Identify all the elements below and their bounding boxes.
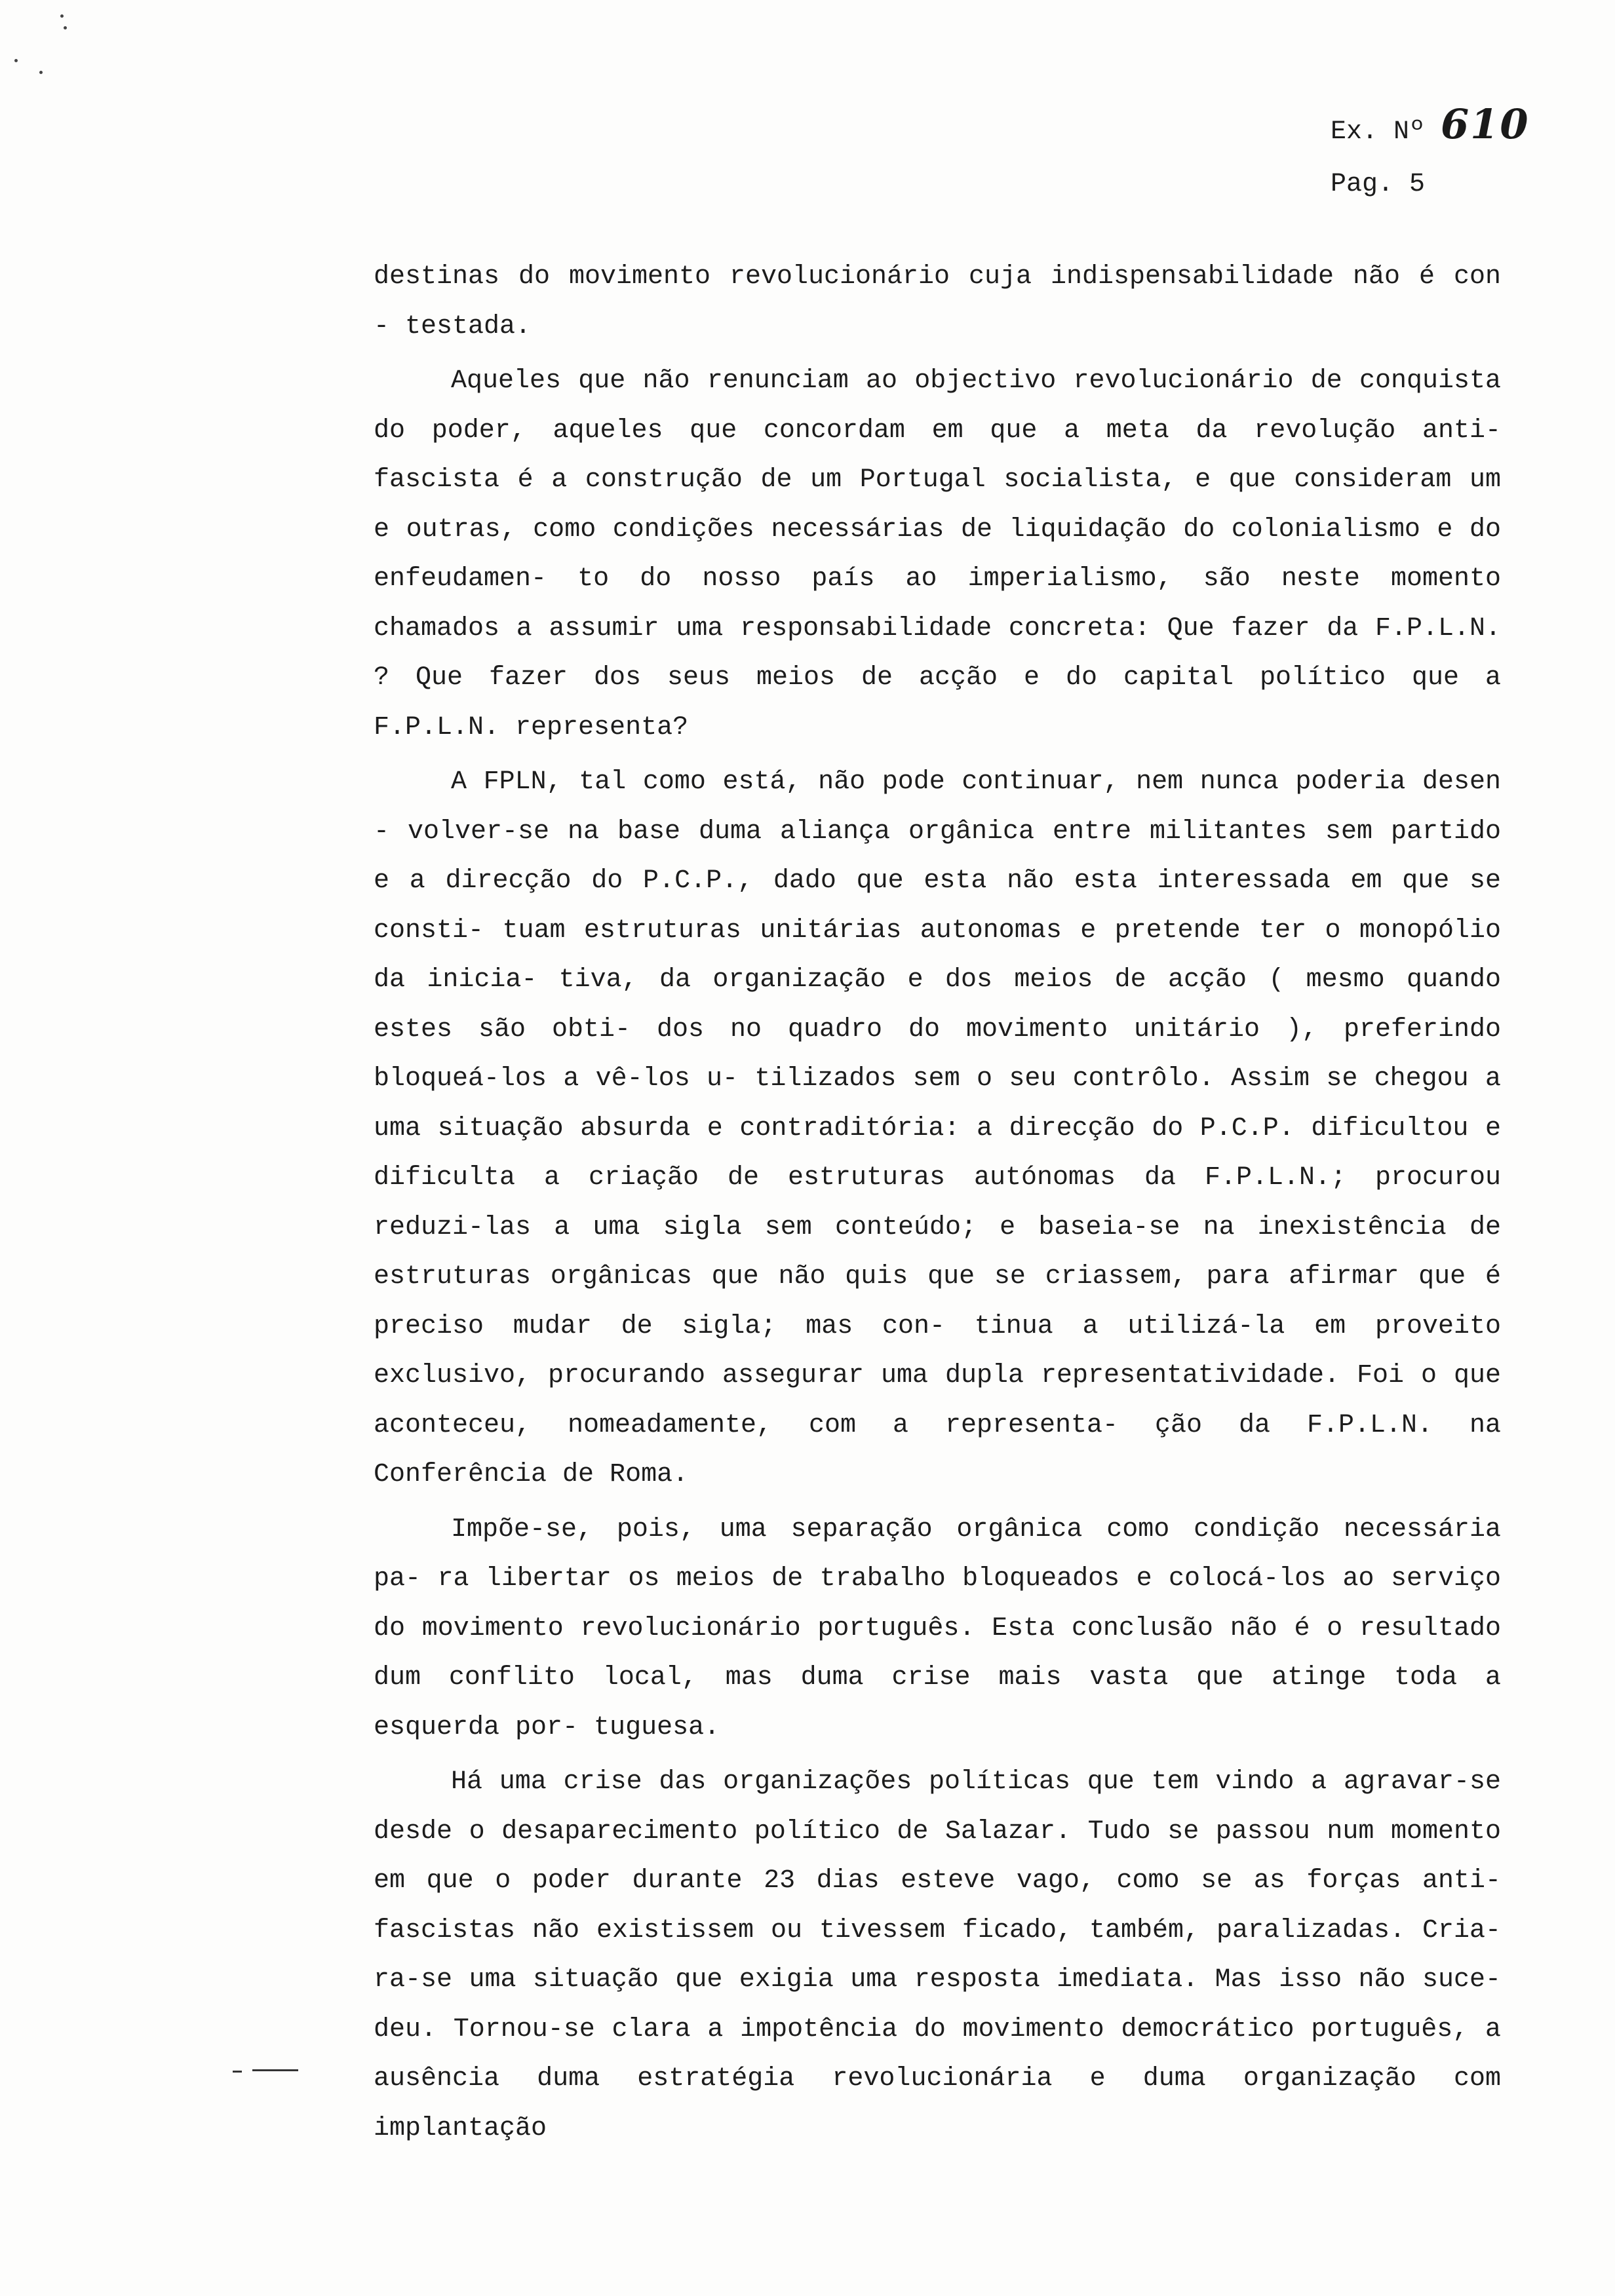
scan-speck	[60, 14, 64, 18]
copy-number-line	[1331, 98, 1593, 159]
document-header	[1331, 98, 1593, 211]
copy-label: Ex. Nº	[1331, 117, 1426, 147]
margin-dash	[233, 2071, 242, 2073]
scan-speck	[14, 59, 18, 62]
paragraph-5: Há uma crise das organizações políticas que tem vindo a agravar-se desde o desaparecimento político de Salazar. Tudo se passou num momento em que o poder durante 23 dias esteve vago, como se as forças anti- fascistas não existissem ou tivessem ficado, também, paralizadas. Cria- ra-se uma situação que exigia uma resposta imediata. Mas isso não suce- deu. Tornou-se clara a impotência do movimento democrático português, a ausência duma estratégia revolucionária e duma organização com implantação	[374, 1767, 1501, 2143]
page-number: Pag. 5	[1331, 170, 1426, 199]
scan-speck	[39, 71, 43, 74]
paragraph-3: A FPLN, tal como está, não pode continuar, nem nunca poderia desen - volver-se na base duma aliança orgânica entre militantes sem partido e a direcção do P.C.P., dado que esta não esta interessada em que se consti- tuam estruturas unitárias autonomas e pretende ter o monopólio da inicia- tiva, da organização e dos meios de acção ( mesmo quando estes são obti- dos no quadro do movimento unitário ), preferindo bloqueá-los a vê-los u- tilizados sem o seu contrôlo. Assim se chegou a uma situação absurda e contraditória: a direcção do P.C.P. dificultou e dificulta a criação de estruturas autónomas da F.P.L.N.; procurou reduzi-las a uma sigla sem conteúdo; e baseia-se na inexistência de estruturas orgânicas que não quis que se criassem, para afirmar que é preciso mudar de sigla; mas con- tinua a utilizá-la em proveito exclusivo, procurando assegurar uma dupla representatividade. Foi o que aconteceu, nomeadamente, com a representa- ção da F.P.L.N. na Conferência de Roma.	[374, 767, 1501, 1489]
margin-dash	[252, 2069, 298, 2071]
scan-speck	[64, 26, 67, 29]
copy-number-handwritten: 610	[1441, 100, 1530, 148]
paragraph-1: destinas do movimento revolucionário cuja indispensabilidade não é con - testada.	[374, 262, 1501, 341]
paragraph-2: Aqueles que não renunciam ao objectivo revolucionário de conquista do poder, aqueles que concordam em que a meta da revolução anti-fascista é a construção de um Portugal socialista, e que consideram um e outras, como condições necessárias de liquidação do colonialismo e do enfeudamen- to do nosso país ao imperialismo, são neste momento chamados a assumir uma responsabilidade concreta: Que fazer da F.P.L.N. ? Que fazer dos seus meios de acção e do capital político que a F.P.L.N. representa?	[374, 366, 1501, 742]
document-body	[374, 252, 1501, 2153]
paragraph-4: Impõe-se, pois, uma separação orgânica como condição necessária pa- ra libertar os meios de trabalho bloqueados e colocá-los ao serviço do movimento revolucionário português. Esta conclusão não é o resultado dum conflito local, mas duma crise mais vasta que atinge toda a esquerda por- tuguesa.	[374, 1514, 1501, 1742]
